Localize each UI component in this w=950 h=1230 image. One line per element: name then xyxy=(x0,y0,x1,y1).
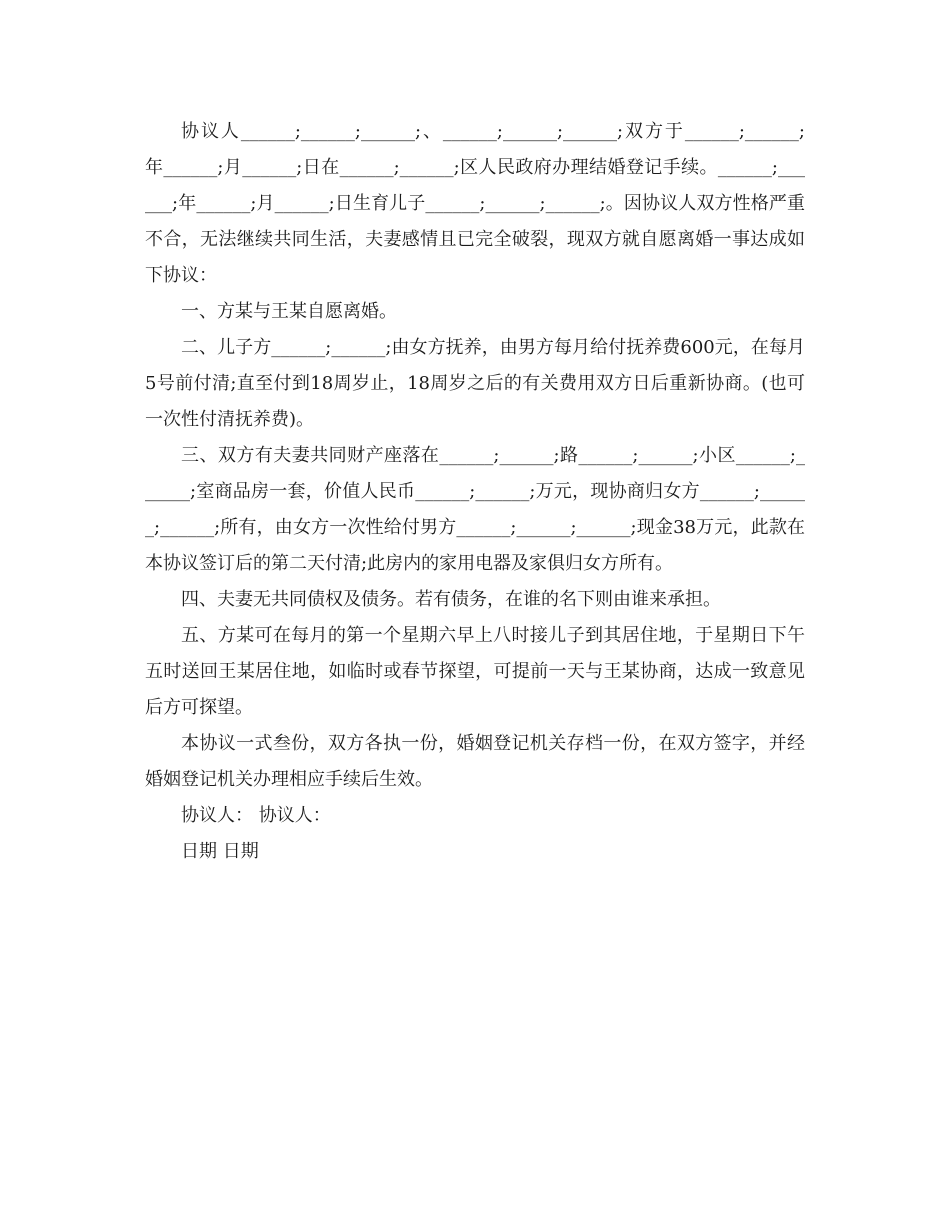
agreement-body xyxy=(145,114,805,870)
paragraph-clause-3: 三、双方有夫妻共同财产座落在______;______;路______;______;小区______;______;室商品房一套，价值人民币______;______;万元，现协商归女方______;______;______;所有，由女方一次性给付男方______;______;______;现金38万元，此款在本协议签订后的第二天付清;此房内的家用电器及家俱归女方所有。 xyxy=(145,445,805,574)
paragraph-copies: 本协议一式叁份，双方各执一份，婚姻登记机关存档一份，在双方签字，并经婚姻登记机关办理相应手续后生效。 xyxy=(145,733,805,790)
paragraph-clause-2: 二、儿子方______;______;由女方抚养，由男方每月给付抚养费600元，在每月5号前付清;直至付到18周岁止，18周岁之后的有关费用双方日后重新协商。(也可一次性付清抚养费)。 xyxy=(145,337,805,430)
paragraph-clause-1: 一、方某与王某自愿离婚。 xyxy=(181,301,397,322)
paragraph-clause-5: 五、方某可在每月的第一个星期六早上八时接儿子到其居住地，于星期日下午五时送回王某居住地，如临时或春节探望，可提前一天与王某协商，达成一致意见后方可探望。 xyxy=(145,625,805,718)
paragraph-clause-4: 四、夫妻无共同债权及债务。若有债务，在谁的名下则由谁来承担。 xyxy=(181,589,721,610)
paragraph-intro: 协议人______;______;______;、______;______;______;双方于______;______;年______;月______;日在______;______;区人民政府办理结婚登记手续。______;______;年______;月______;日生育儿子______;______;______;。因协议人双方性格严重不合，无法继续共同生活，夫妻感情且已完全破裂，现双方就自愿离婚一事达成如下协议： xyxy=(145,121,805,286)
signature-line: 协议人： 协议人： xyxy=(181,805,331,826)
date-line: 日期 日期 xyxy=(181,841,259,862)
